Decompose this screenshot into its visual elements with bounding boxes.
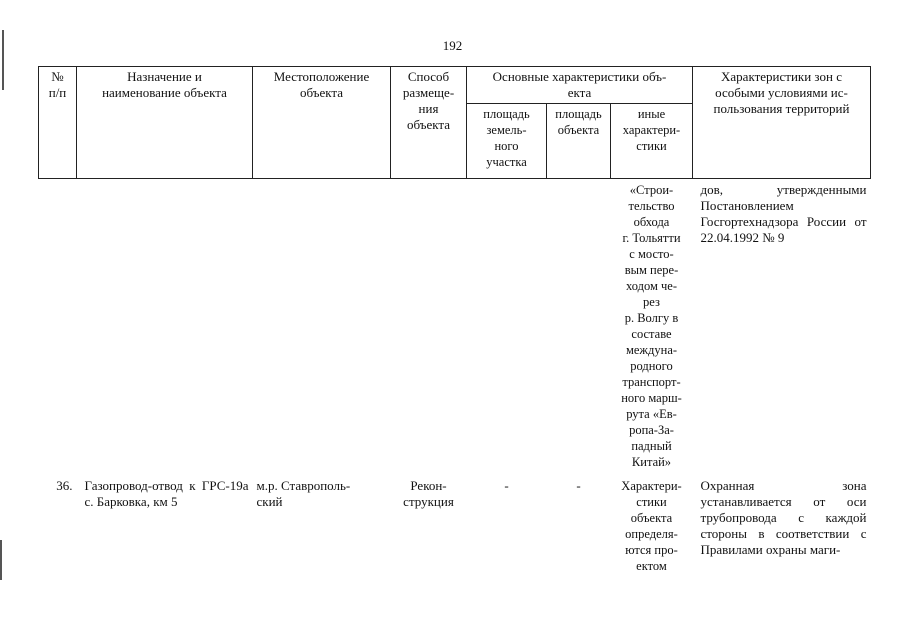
scan-artifact [2,30,4,90]
cell-empty [467,179,547,473]
cell-empty [77,179,253,473]
header-zone-characteristics: Характеристики зон с особыми условиями ис- пользования территорий [693,67,871,179]
cell-empty [39,179,77,473]
page-number: 192 [442,38,463,53]
header-row [39,67,871,104]
header-name: Назначение и наименование объекта [77,67,253,179]
cell-other-characteristics: Характери- стики объекта определя- ются про- ектом [621,479,682,573]
cell-method: Рекон- струкция [403,478,454,509]
cell-number: 36. [56,478,73,493]
cell-empty [547,179,611,473]
cell-object-name: Газопровод-отвод к ГРС-19а с. Барковка, км 5 [84,478,249,509]
data-table [38,66,871,576]
cell-zone-characteristics: Охранная зона устанавливается от оси трубопровода с каждой стороны в соответствии с Правилами охраны маги- [700,478,867,557]
header-land-area: площадь земель- ного участка [467,104,547,179]
scan-artifact [0,540,2,580]
header-other-characteristics: иные характери- стики [611,104,693,179]
cell-empty [253,179,391,473]
header-main-characteristics: Основные характеристики объ- екта [467,67,693,104]
table-row [39,472,871,576]
cell-zone-characteristics: дов, утвержденными Постановлением Госгортехнадзора России от 22.04.1992 № 9 [700,182,867,245]
cell-empty [391,179,467,473]
cell-location: м.р. Ставрополь- ский [256,478,351,509]
header-object-area: площадь объекта [547,104,611,179]
header-method: Способ размеще- ния объекта [391,67,467,179]
header-location: Местоположение объекта [253,67,391,179]
table-row [39,179,871,473]
cell-object-area: - [576,478,581,493]
cell-land-area: - [504,478,509,493]
cell-other-characteristics: «Строи- тельство обхода г. Тольятти с мосто- вым пере- ходом че- рез р. Волгу в составе междуна- родного транспорт- ного марш- рута «Ев- ропа-За- падный Китай» [621,183,682,469]
header-number: № п/п [39,67,77,179]
